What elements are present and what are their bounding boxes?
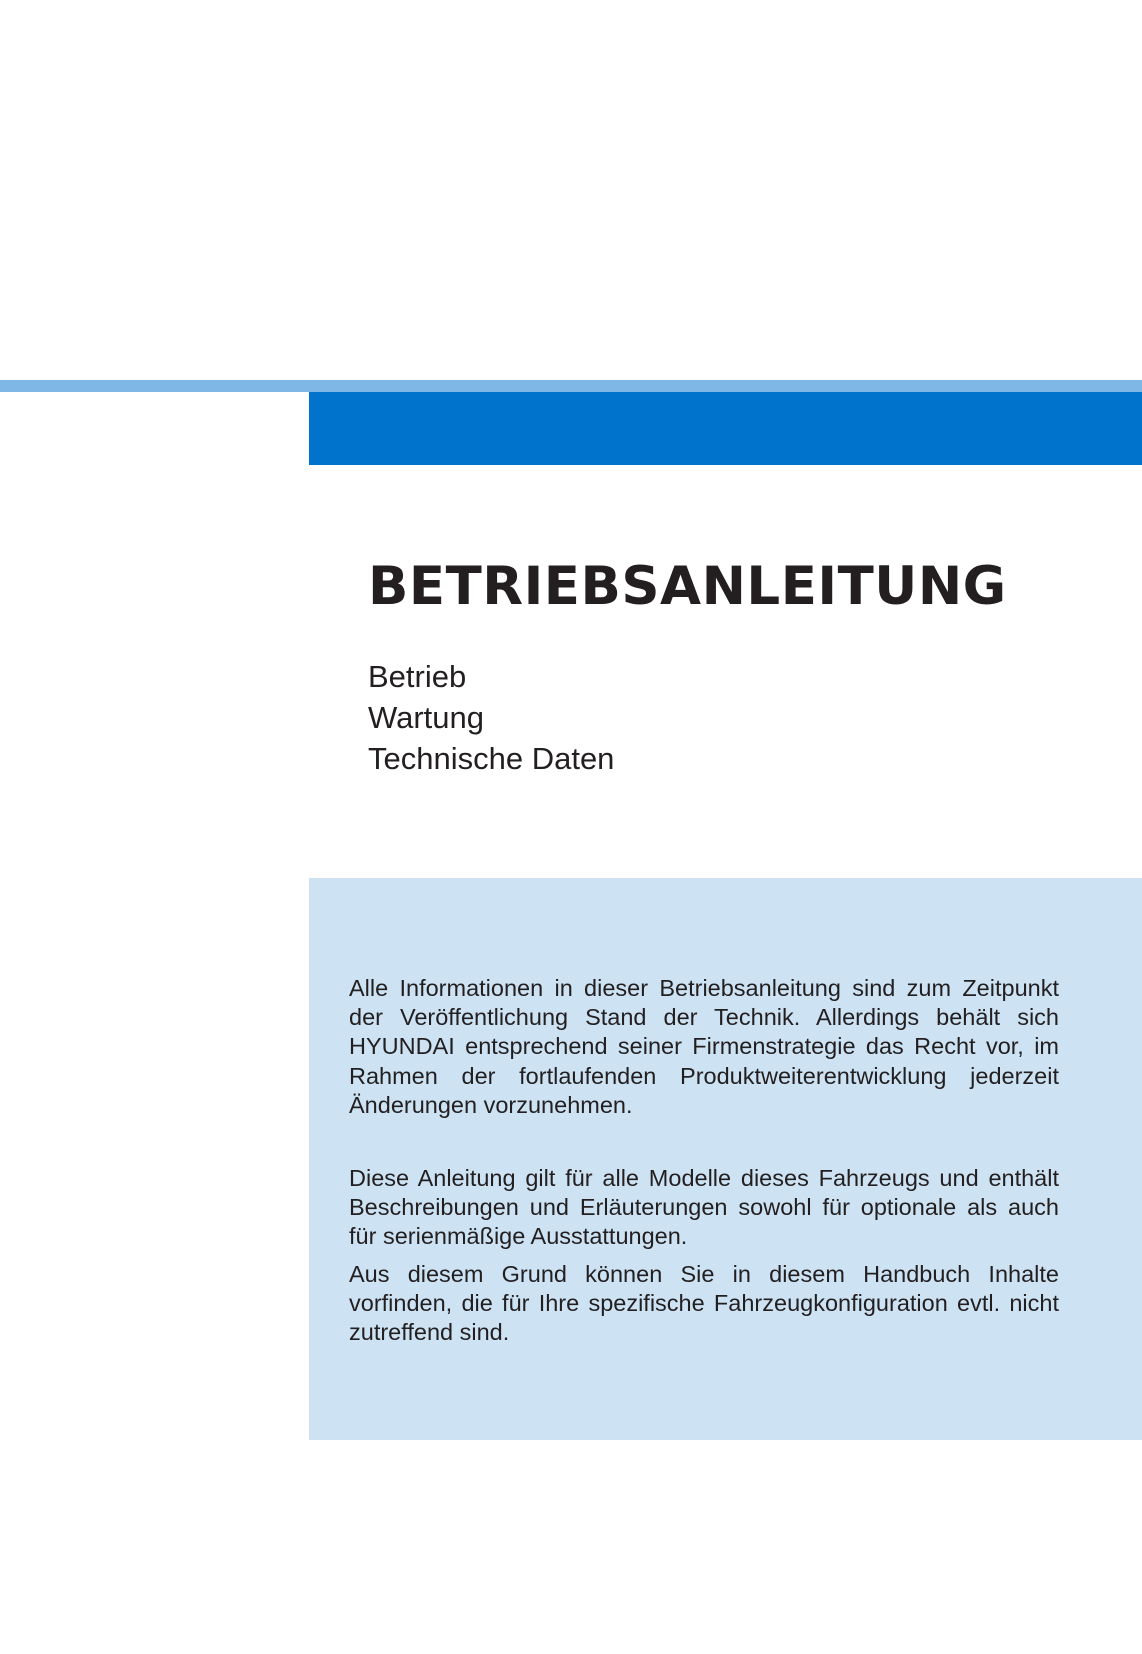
- info-paragraph-models: Diese Anleitung gilt für alle Modelle dieses Fahrzeugs und enthält Beschreibungen und Erläuterungen sowohl für optionale als auch für serienmäßige Ausstattungen.: [349, 1165, 1059, 1250]
- subtitle-list: [368, 656, 614, 779]
- document-title: BETRIEBSANLEITUNG: [368, 556, 1007, 617]
- header-blue-band: [309, 392, 1142, 465]
- info-box: [309, 878, 1142, 1440]
- info-paragraph-configuration: Aus diesem Grund können Sie in diesem Handbuch Inhalte vorfinden, die für Ihre spezifische Fahrzeugkonfiguration evtl. nicht zutreffend sind.: [349, 1261, 1059, 1346]
- header-light-stripe: [0, 380, 1142, 392]
- subtitle-wartung: Wartung: [368, 700, 485, 735]
- info-paragraph-disclaimer: Alle Informationen in dieser Betriebsanleitung sind zum Zeitpunkt der Veröffentlichung Stand der Technik. Allerdings behält sich HYUNDAI entsprechend seiner Firmenstrategie das Recht vor, im Rahmen der fortlaufenden Produktweiterentwicklung jederzeit Änderungen vorzunehmen.: [349, 975, 1059, 1118]
- subtitle-technische-daten: Technische Daten: [368, 741, 615, 776]
- subtitle-betrieb: Betrieb: [368, 659, 467, 694]
